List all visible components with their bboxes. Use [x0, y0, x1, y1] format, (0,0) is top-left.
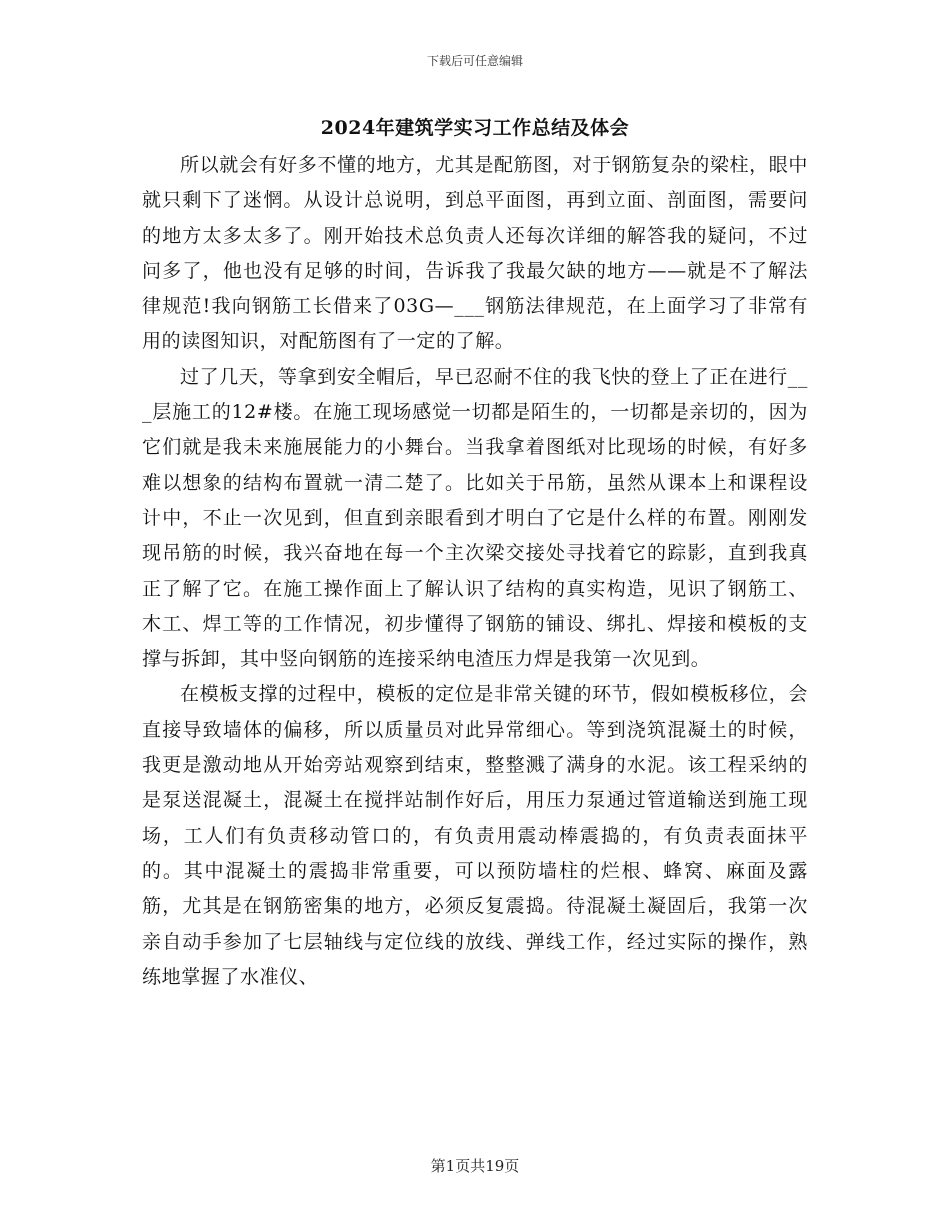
paragraph-3: 在模板支撑的过程中，模板的定位是非常关键的环节，假如模板移位，会直接导致墙体的偏移，所以质量员对此异常细心。等到浇筑混凝土的时候，我更是激动地从开始旁站观察到结束，整整溅了满身的水泥。该工程采纳的是泵送混凝土，混凝土在搅拌站制作好后，用压力泵通过管道输送到施工现场，工人们有负责移动管口的，有负责用震动棒震捣的，有负责表面抹平的。其中混凝土的震捣非常重要，可以预防墙柱的烂根、蜂窝、麻面及露筋，尤其是在钢筋密集的地方，必须反复震捣。待混凝土凝固后，我第一次亲自动手参加了七层轴线与定位线的放线、弹线工作，经过实际的操作，熟练地掌握了水准仪、 [142, 683, 808, 988]
paragraph-1: 所以就会有好多不懂的地方，尤其是配筋图，对于钢筋复杂的梁柱，眼中就只剩下了迷惘。从设计总说明，到总平面图，再到立面、剖面图，需要问的地方太多太多了。刚开始技术总负责人还每次详细的解答我的疑问，不过问多了，他也没有足够的时间，告诉我了我最欠缺的地方——就是不了解法律规范!我向钢筋工长借来了03G—___钢筋法律规范，在上面学习了非常有用的读图知识，对配筋图有了一定的了解。 [142, 154, 808, 353]
document-body [142, 148, 808, 995]
paragraph-2: 过了几天，等拿到安全帽后，早已忍耐不住的我飞快的登上了正在进行___层施工的12#楼。在施工现场感觉一切都是陌生的，一切都是亲切的，因为它们就是我未来施展能力的小舞台。当我拿着图纸对比现场的时候，有好多难以想象的结构布置就一清二楚了。比如关于吊筋，虽然从课本上和课程设计中，不止一次见到，但直到亲眼看到才明白了它是什么样的布置。刚刚发现吊筋的时候，我兴奋地在每一个主次梁交接处寻找着它的踪影，直到我真正了解了它。在施工操作面上了解认识了结构的真实构造，见识了钢筋工、木工、焊工等的工作情况，初步懂得了钢筋的铺设、绑扎、焊接和模板的支撑与拆卸，其中竖向钢筋的连接采纳电渣压力焊是我第一次见到。 [142, 365, 808, 671]
document-title: 2024年建筑学实习工作总结及体会 [320, 117, 630, 139]
page-header-note: 下载后可任意编辑 [426, 54, 523, 68]
page-number: 第1页共19页 [430, 1157, 520, 1175]
